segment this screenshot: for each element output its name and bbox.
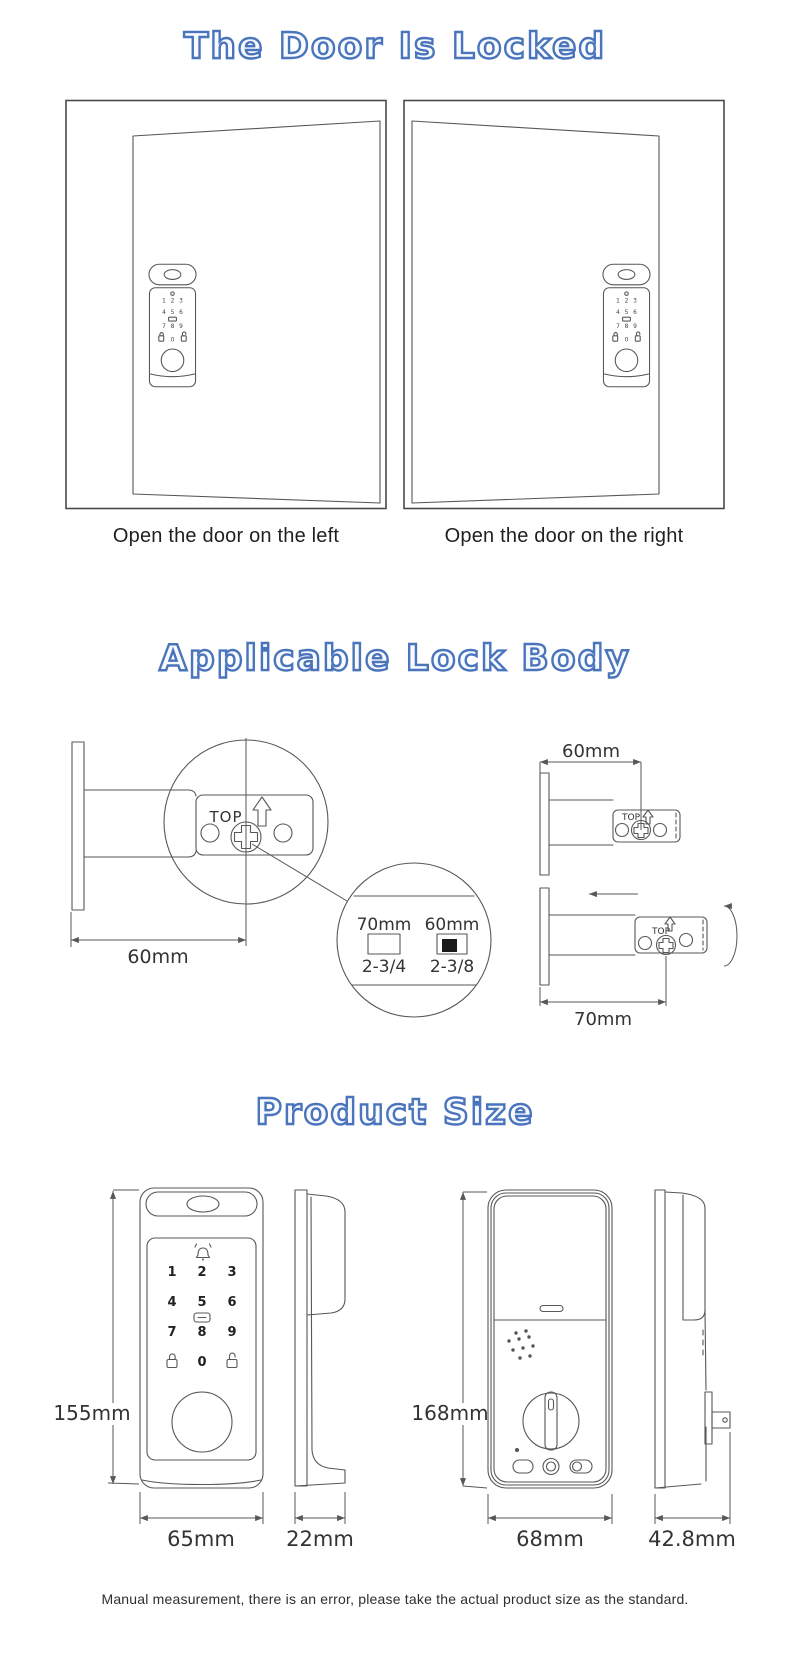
cover-slot bbox=[540, 1306, 563, 1312]
section-title-lock-body: Applicable Lock Body bbox=[159, 638, 631, 679]
front-view bbox=[53, 1188, 263, 1551]
reset-button bbox=[543, 1459, 559, 1475]
latch-barrel bbox=[84, 790, 196, 796]
latch-end bbox=[635, 917, 707, 953]
back-view bbox=[411, 1190, 612, 1551]
key-1: 1 bbox=[167, 1265, 177, 1280]
latch-faceplate bbox=[540, 773, 549, 875]
detail-leader-line bbox=[252, 844, 347, 901]
doorbell-icon bbox=[195, 1244, 211, 1261]
hole-size-70: 70mm bbox=[356, 915, 412, 935]
screw-hole bbox=[201, 824, 219, 842]
front-width-label: 65mm bbox=[167, 1527, 235, 1551]
backset-dim-label: 60mm bbox=[562, 741, 620, 762]
latch-right-60 bbox=[540, 741, 680, 875]
top-marking: TOP bbox=[621, 813, 641, 823]
card-icon bbox=[194, 1313, 210, 1322]
section-title-product-size: Product Size bbox=[255, 1092, 535, 1133]
latch-faceplate bbox=[72, 742, 84, 910]
lock-icon bbox=[167, 1354, 177, 1368]
detail-circle bbox=[337, 863, 491, 1017]
hole-inch-60: 2-3/8 bbox=[429, 957, 475, 977]
back-height-label: 168mm bbox=[411, 1401, 489, 1425]
key-5: 5 bbox=[197, 1295, 207, 1310]
left-door-diagram bbox=[64, 99, 388, 511]
device-outline bbox=[488, 1190, 612, 1488]
product-size-diagram bbox=[30, 1150, 770, 1560]
lock-body-diagram bbox=[40, 700, 760, 1030]
key-0: 0 bbox=[197, 1355, 207, 1370]
screw-hole bbox=[654, 824, 667, 837]
caption-open-right: Open the door on the right bbox=[444, 525, 684, 547]
hole-swatch-60-fill bbox=[442, 939, 457, 952]
back-side-view bbox=[648, 1190, 736, 1551]
front-side-view bbox=[286, 1190, 354, 1551]
latch-faceplate bbox=[540, 888, 549, 985]
hole-swatch-70 bbox=[368, 934, 400, 954]
screw-hole bbox=[680, 934, 693, 947]
caption-open-left: Open the door on the left bbox=[112, 525, 340, 547]
button-oval bbox=[513, 1460, 533, 1473]
screw-hole bbox=[639, 937, 652, 950]
key-4: 4 bbox=[167, 1295, 177, 1310]
side-plate bbox=[295, 1190, 307, 1486]
key-8: 8 bbox=[197, 1325, 207, 1340]
rotate-arrow bbox=[724, 906, 737, 966]
key-7: 7 bbox=[167, 1325, 177, 1340]
right-door-diagram bbox=[402, 99, 726, 511]
camera-window bbox=[187, 1196, 219, 1212]
fingerprint-knob bbox=[172, 1392, 232, 1452]
top-marking: TOP bbox=[651, 927, 671, 937]
top-marking: TOP bbox=[209, 808, 243, 826]
side-plate bbox=[655, 1190, 665, 1488]
key-6: 6 bbox=[227, 1295, 237, 1310]
up-arrow-icon bbox=[643, 810, 653, 824]
backset-dim-label: 70mm bbox=[574, 1009, 632, 1030]
key-9: 9 bbox=[227, 1325, 237, 1340]
battery-cover-side bbox=[665, 1192, 705, 1320]
thumbturn-knob bbox=[523, 1392, 579, 1450]
battery-cover bbox=[494, 1196, 606, 1482]
screw-hole bbox=[274, 824, 292, 842]
unlock-icon bbox=[227, 1353, 237, 1367]
side-body bbox=[307, 1194, 345, 1315]
latch-right-70 bbox=[540, 888, 737, 1030]
toggle-switch bbox=[570, 1460, 592, 1473]
door-lock-device bbox=[149, 264, 196, 387]
hole-size-detail bbox=[252, 844, 491, 1017]
bottom-band bbox=[142, 1480, 261, 1485]
key-2: 2 bbox=[197, 1265, 207, 1280]
cross-screw bbox=[657, 936, 676, 955]
backset-dim-label: 60mm bbox=[127, 946, 189, 968]
front-height-label: 155mm bbox=[53, 1401, 131, 1425]
deadbolt bbox=[712, 1412, 730, 1428]
front-depth-label: 22mm bbox=[286, 1527, 354, 1551]
indicator-dot bbox=[515, 1448, 519, 1452]
up-arrow-icon bbox=[253, 797, 271, 826]
hole-inch-70: 2-3/4 bbox=[361, 957, 407, 977]
hole-size-60: 60mm bbox=[424, 915, 480, 935]
measurement-disclaimer: Manual measurement, there is an error, please take the actual product size as the standard. bbox=[101, 1591, 689, 1607]
speaker-holes bbox=[507, 1329, 534, 1359]
section-title-door-locked: The Door Is Locked bbox=[183, 26, 607, 67]
door-lock-device bbox=[603, 264, 650, 387]
latch-left-view bbox=[71, 738, 328, 968]
screw-hole bbox=[616, 824, 629, 837]
key-3: 3 bbox=[227, 1265, 237, 1280]
back-depth-label: 42.8mm bbox=[648, 1527, 736, 1551]
back-width-label: 68mm bbox=[516, 1527, 584, 1551]
